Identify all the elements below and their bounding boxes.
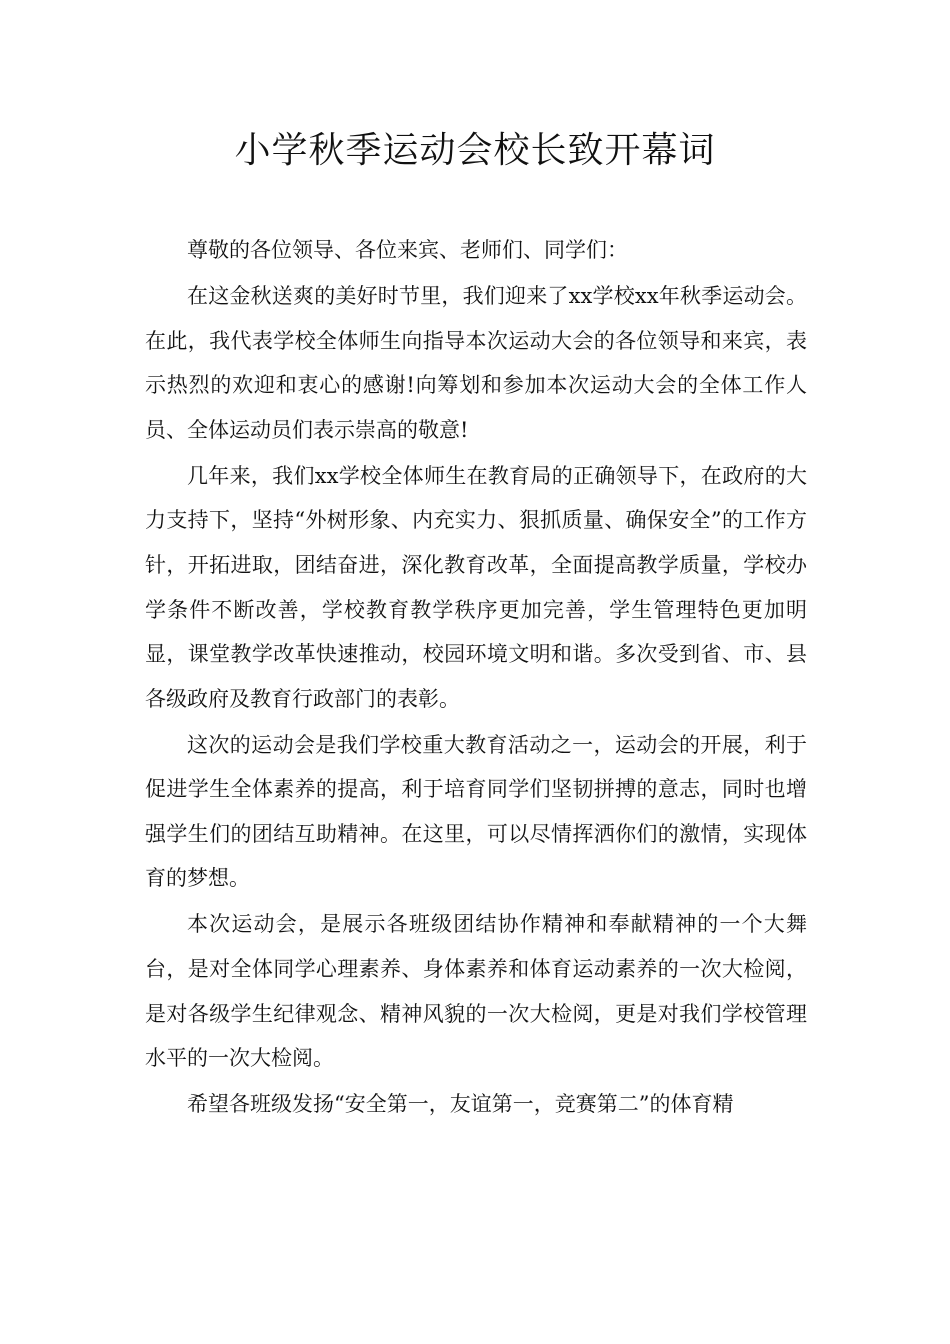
salutation-paragraph: 尊敬的各位领导、各位来宾、老师们、同学们： (187, 238, 628, 262)
paragraph-stage: 本次运动会，是展示各班级团结协作精神和奉献精神的一个大舞台，是对全体同学心理素养、身体素养和体育运动素养的一次大检阅，是对各级学生纪律观念、精神风貌的一次大检阅，更是对我们学校管理水平的一次大检阅。 (145, 912, 807, 1071)
document-body (145, 228, 807, 1128)
paragraph-hope: 希望各班级发扬“安全第一，友谊第一，竞赛第二”的体育精 (187, 1092, 734, 1117)
paragraph-significance: 这次的运动会是我们学校重大教育活动之一，运动会的开展，利于促进学生全体素养的提高，利于培育同学们坚韧拼搏的意志，同时也增强学生们的团结互助精神。在这里，可以尽情挥洒你们的激情，实现体育的梦想。 (145, 732, 807, 891)
paragraph-welcome: 在这金秋送爽的美好时节里，我们迎来了xx学校xx年秋季运动会。在此，我代表学校全体师生向指导本次运动大会的各位领导和来宾，表示热烈的欢迎和衷心的感谢!向筹划和参加本次运动大会的全体工作人员、全体运动员们表示崇高的敬意! (145, 283, 807, 442)
paragraph-achievements: 几年来，我们xx学校全体师生在教育局的正确领导下，在政府的大力支持下，坚持“外树形象、内充实力、狠抓质量、确保安全”的工作方针，开拓进取，团结奋进，深化教育改革，全面提高教学质量，学校办学条件不断改善，学校教育教学秩序更加完善，学生管理特色更加明显，课堂教学改革快速推动，校园环境文明和谐。多次受到省、市、县各级政府及教育行政部门的表彰。 (145, 463, 807, 711)
document-title: 小学秋季运动会校长致开幕词 (234, 130, 716, 171)
